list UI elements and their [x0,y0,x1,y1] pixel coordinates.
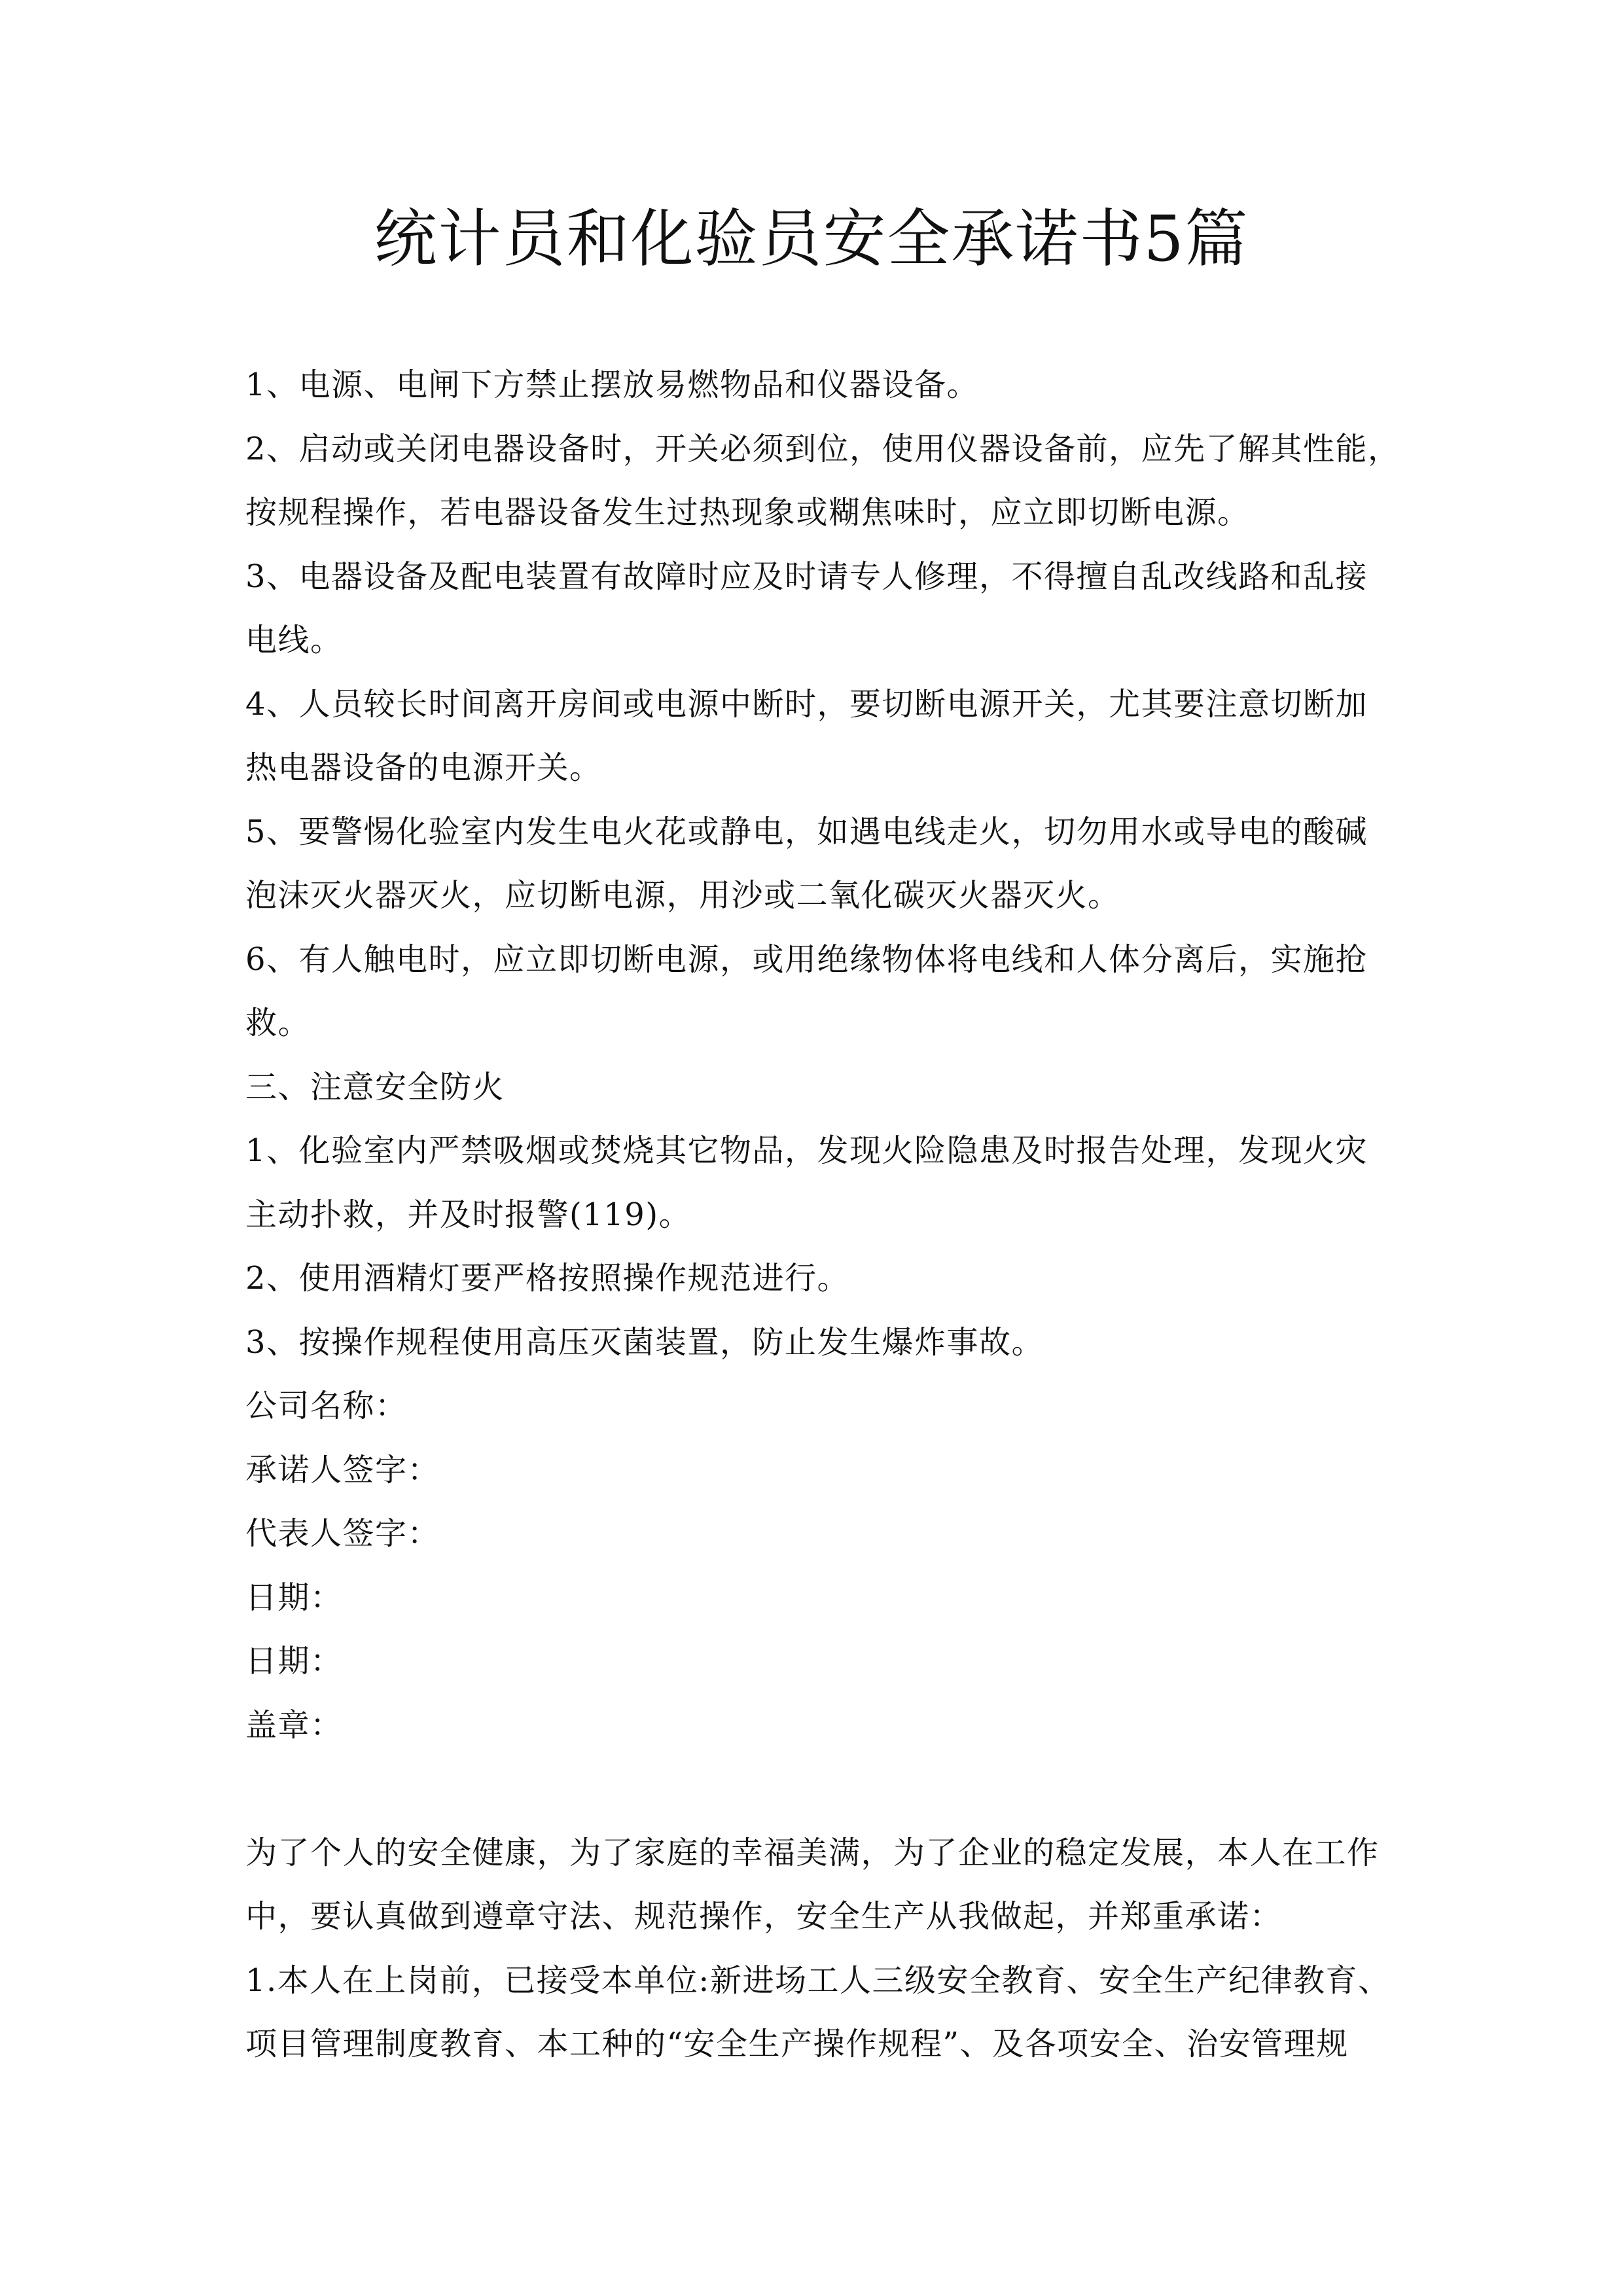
rule-line: 2、启动或关闭电器设备时，开关必须到位，使用仪器设备前，应先了解其性能， [245,430,1400,467]
signature-field-representative: 代表人签字： [245,1515,440,1552]
rule-line: 主动扑救，并及时报警(119)。 [245,1196,692,1233]
commitment-line: 项目管理制度教育、本工种的“安全生产操作规程”、及各项安全、治安管理规 [245,2026,1349,2062]
document-body [245,353,1400,2077]
section-spacer [245,1757,1387,1821]
intro-line: 中，要认真做到遵章守法、规范操作，安全生产从我做起，并郑重承诺： [245,1898,1283,1935]
rule-line: 3、按操作规程使用高压灭菌装置，防止发生爆炸事故。 [245,1323,1044,1361]
rule-line: 1、化验室内严禁吸烟或焚烧其它物品，发现火险隐患及时报告处理，发现火灾 [245,1132,1368,1169]
rule-line: 2、使用酒精灯要严格按照操作规范进行。 [245,1260,850,1297]
rule-line: 热电器设备的电源开关。 [245,749,602,786]
signature-field-date: 日期： [245,1643,343,1679]
rule-line: 5、要警惕化验室内发生电火花或静电，如遇电线走火，切勿用水或导电的酸碱 [245,813,1368,850]
intro-line: 为了个人的安全健康，为了家庭的幸福美满，为了企业的稳定发展，本人在工作 [245,1834,1380,1871]
rule-line: 3、电器设备及配电装置有故障时应及时请专人修理，不得擅自乱改线路和乱接 [245,558,1368,595]
document-title: 统计员和化验员安全承诺书5篇 [374,202,1249,276]
commitment-line: 1.本人在上岗前，已接受本单位:新进场工人三级安全教育、安全生产纪律教育、 [245,1962,1391,1999]
signature-field-company-name: 公司名称： [245,1388,408,1424]
rule-line: 救。 [245,1005,311,1041]
rule-line: 按规程操作，若电器设备发生过热现象或糊焦味时，应立即切断电源。 [245,494,1250,531]
rule-line: 电线。 [245,622,343,658]
signature-field-date: 日期： [245,1579,343,1616]
signature-field-seal: 盖章： [245,1706,343,1744]
signature-field-promisor: 承诺人签字： [245,1451,440,1488]
rule-line: 4、人员较长时间离开房间或电源中断时，要切断电源开关，尤其要注意切断加 [245,685,1368,723]
rule-line: 泡沫灭火器灭火，应切断电源，用沙或二氧化碳灭火器灭火。 [245,877,1120,914]
rule-line: 1、电源、电闸下方禁止摆放易燃物品和仪器设备。 [245,367,980,403]
section-heading: 三、注意安全防火 [245,1068,505,1105]
rule-line: 6、有人触电时，应立即切断电源，或用绝缘物体将电线和人体分离后，实施抢 [245,941,1368,978]
